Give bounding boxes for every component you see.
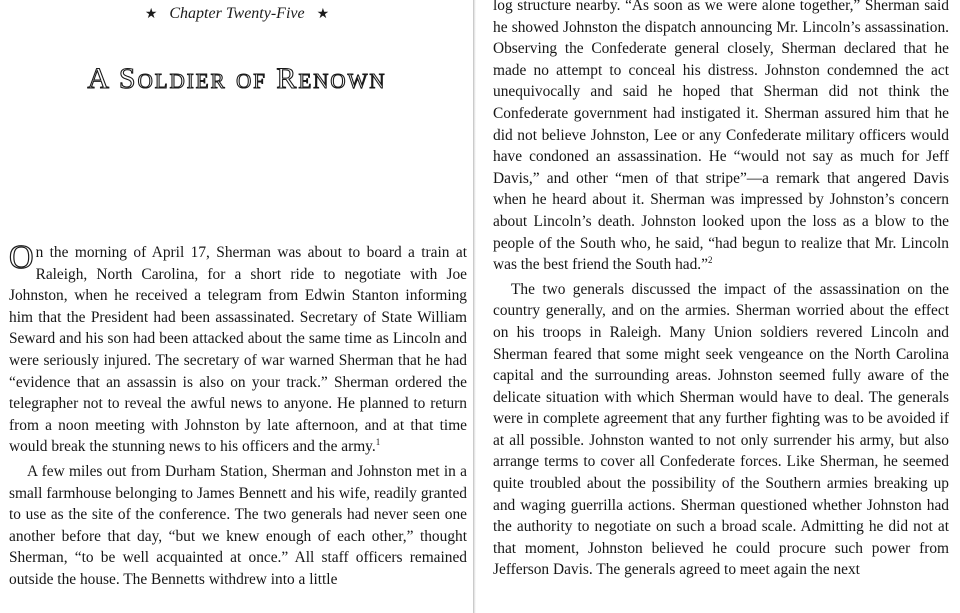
right-body-text [493,0,949,581]
chapter-title: A Soldier of Renown [87,62,387,95]
paragraph [9,239,467,458]
left-body-text [9,239,467,591]
drop-cap: O [9,239,34,276]
footnote-ref: 1 [375,437,381,448]
paragraph: The two generals discussed the impact of the assassination on the country generally, and on the armies. Sherman worried about the effect on his troops in Raleigh. Many Union soldiers revered Lincoln and Sherman feared that some might seek vengeance on the North Carolina capital and the surrounding areas. Johnston seemed fully aware of the delicate situation with which Sherman would have to deal. The generals were in complete agreement that any further fighting was to be avoided if at all possible. Johnston wanted to not only surrender his army, but also arrange terms to cover all Confederate forces. Like Sherman, he seemed quite troubled about the possibility of the Southern armies breaking up and waging guerrilla actions. Sherman questioned whether Johnston had the authority to negotiate on such a broad scale. Admitting he did not at that moment, Johnston believed he could procure such power from Jefferson Davis. The generals agreed to meet again the next [493,280,949,579]
footnote-ref: 2 [708,255,713,265]
paragraph [493,0,949,276]
paragraph-text: n the morning of April 17, Sherman was about to board a train at Raleigh, North Carolina, for a short ride to negotiate with Joe Johnston, when he received a telegram from Edwin Stanton informing him that the President had been assassinated. Secretary of State William Seward and his son had been attacked about the same time as Lincoln and were seriously injured. The secretary of war warned Sherman that he had “evidence that an assassin is also on your track.” Sherman ordered the telegrapher not to reveal the awful news to anyone. He planned to return from a noon meeting with Johnston by late afternoon, and at that time would break the stunning news to his officers and the army. [9,244,467,456]
star-icon: ★ [316,7,330,22]
chapter-label [0,5,474,23]
star-icon: ★ [144,7,158,22]
paragraph: A few miles out from Durham Station, Sherman and Johnston met in a small farmhouse belonging to James Bennett and his wife, readily granted to use as the site of the conference. The two generals had never seen one another before that day, “but we knew enough of each other,” thought Sherman, “to be well acquainted at once.” All staff officers remained outside the house. The Bennetts withdrew into a little [9,462,467,588]
paragraph-text: log structure nearby. “As soon as we were alone together,” Sherman said he showed Johnston the dispatch announcing Mr. Lincoln’s assassination. Observing the Confederate general closely, Sherman declared that he made no attempt to conceal his distress. Johnston condemned the act unequivocally and said he hoped that Sherman did not think the Confederate government had instigated it. Sherman assured him that he did not believe Johnston, Lee or any Confederate military officers would have condoned an assassination. He “would not say as much for Jeff Davis,” and other “men of that stripe”—a remark that angered Davis when he heard about it. Sherman was impressed by Johnston’s concern about Lincoln’s death. Johnston looked upon the loss as a blow to the people of the South who, he said, “had begun to realize that Mr. Lincoln was the best friend the South had.” [493,0,949,274]
left-page [0,0,474,613]
right-page [476,0,960,613]
chapter-number: Chapter Twenty-Five [169,5,305,22]
